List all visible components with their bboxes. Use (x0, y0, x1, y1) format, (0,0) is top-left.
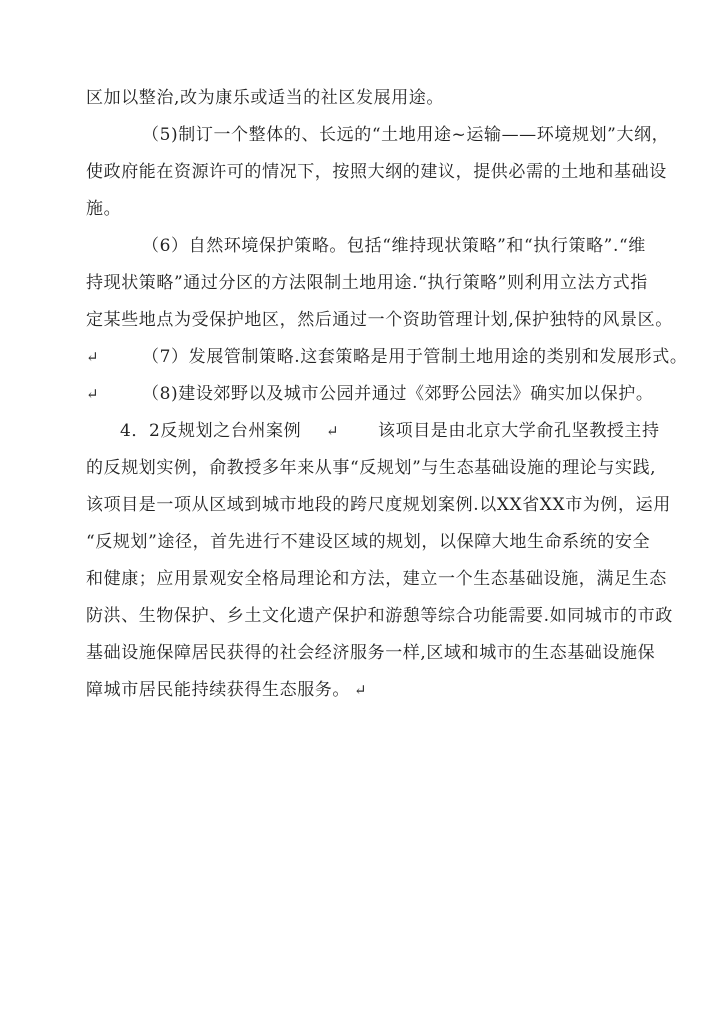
text-line: 区加以整治,改为康乐或适当的社区发展用途。 (86, 88, 445, 108)
text-line: 施。 (86, 199, 122, 219)
text-line: “反规划”途径，首先进行不建设区域的规划，以保障大地生命系统的安全 (86, 532, 651, 552)
text-line: 使政府能在资源许可的情况下，按照大纲的建议，提供必需的土地和基础设 (86, 162, 667, 182)
text-line: 定某些地点为受保护地区，然后通过一个资助管理计划,保护独特的风景区。 (86, 310, 673, 330)
text-line: 障城市居民能持续获得生态服务。 (86, 680, 350, 700)
text-line: 基础设施保障居民获得的社会经济服务一样,区域和城市的生态基础设施保 (86, 643, 656, 663)
text-line: 该项目是由北京大学俞孔坚教授主持 (378, 421, 660, 441)
text-line: （7）发展管制策略.这套策略是用于管制土地用途的类别和发展形式。 (142, 347, 688, 367)
text-line: 防洪、生物保护、乡土文化遗产保护和游憩等综合功能需要.如同城市的市政 (86, 606, 673, 626)
text-line: （6）自然环境保护策略。包括“维持现状策略”和“执行策略”.“维 (142, 236, 646, 256)
text-line: 该项目是一项从区域到城市地段的跨尺度规划案例.以XX省XX市为例，运用 (86, 495, 671, 515)
return-mark-icon: ↵ (86, 348, 99, 366)
return-mark-icon: ↵ (354, 681, 367, 699)
text-line: 持现状策略”通过分区的方法限制土地用途.“执行策略”则利用立法方式指 (86, 273, 648, 293)
section-heading: 4．2反规划之台州案例 (120, 421, 302, 441)
text-line: 的反规划实例，俞教授多年来从事“反规划”与生态基础设施的理论与实践, (86, 458, 657, 478)
text-line: 和健康；应用景观安全格局理论和方法，建立一个生态基础设施，满足生态 (86, 569, 667, 589)
return-mark-icon: ↵ (326, 422, 339, 440)
return-mark-icon: ↵ (86, 385, 99, 403)
text-line: （5)制订一个整体的、长远的“土地用途~运输——环境规划”大纲， (142, 125, 670, 145)
text-line: （8)建设郊野以及城市公园并通过《郊野公园法》确实加以保护。 (142, 384, 654, 404)
